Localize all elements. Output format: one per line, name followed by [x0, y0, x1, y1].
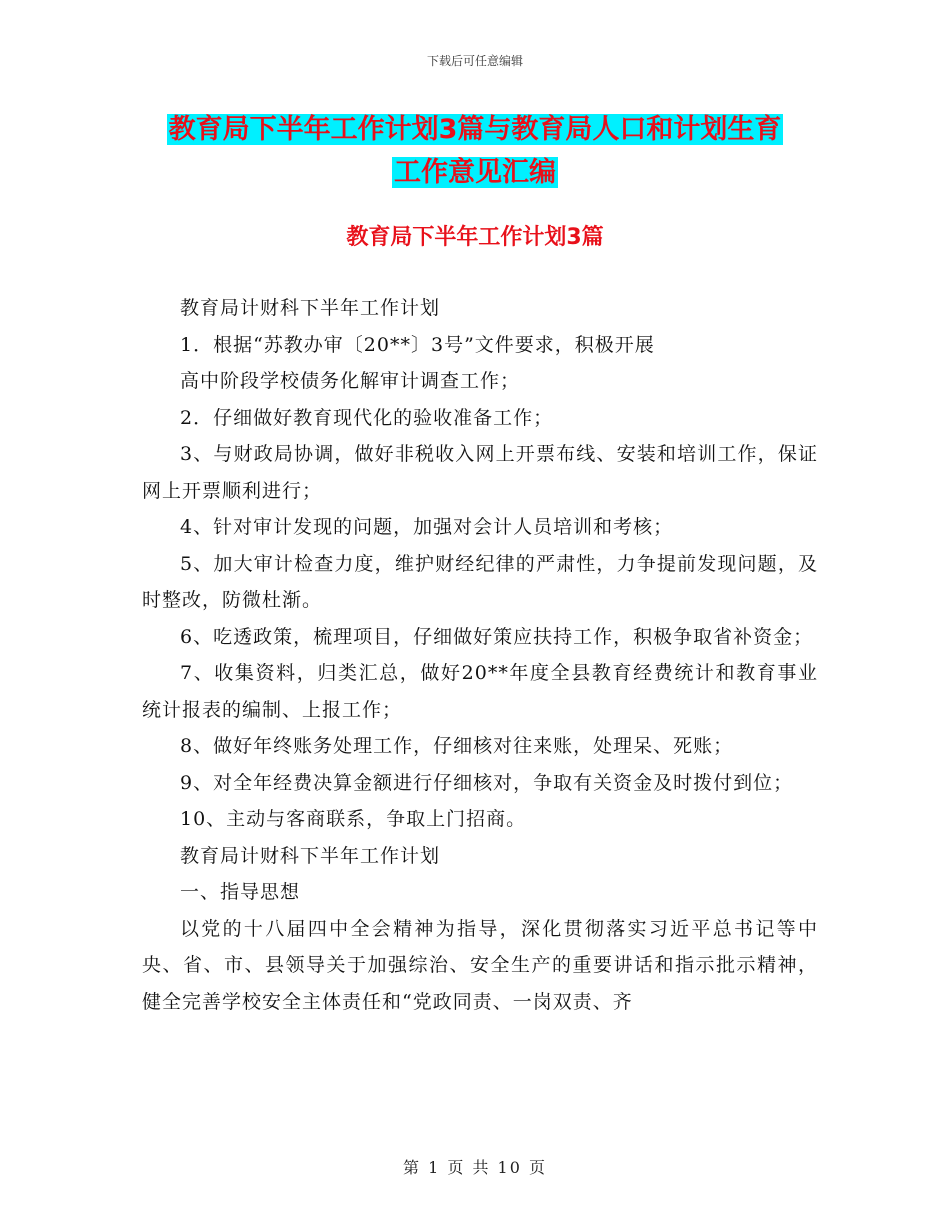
paragraph: 以党的十八届四中全会精神为指导，深化贯彻落实习近平总书记等中央、省、市、县领导关于加强综治、安全生产的重要讲话和指示批示精神，健全完善学校安全主体责任和“党政同责、一岗双责、齐	[142, 917, 818, 1013]
document-title-text-2: 工作意见汇编	[394, 157, 556, 188]
paragraph: 3、与财政局协调，做好非税收入网上开票布线、安装和培训工作，保证网上开票顺利进行；	[142, 443, 818, 502]
section-title: 教育局下半年工作计划3篇	[346, 225, 604, 250]
paragraph: 6、吃透政策，梳理项目，仔细做好策应扶持工作，积极争取省补资金；	[180, 625, 814, 648]
paragraph: 教育局计财科下半年工作计划	[180, 844, 441, 867]
paragraph: 5、加大审计检查力度，维护财经纪律的严肃性，力争提前发现问题，及时整改，防微杜渐。	[142, 552, 818, 611]
document-title-line-1	[0, 112, 950, 148]
document-title-text-1: 教育局下半年工作计划3篇与教育局人口和计划生育	[168, 114, 782, 145]
paragraph: 4、针对审计发现的问题，加强对会计人员培训和考核；	[180, 516, 674, 538]
page-number-footer: 第 1 页 共 10 页	[403, 1158, 547, 1177]
paragraph: 8、做好年终账务处理工作，仔细核对往来账，处理呆、死账；	[180, 735, 734, 757]
paragraph: 2．仔细做好教育现代化的验收准备工作；	[180, 406, 554, 429]
paragraph: 1．根据“苏教办审〔20**〕3号”文件要求，积极开展	[180, 333, 655, 356]
document-body	[142, 290, 818, 1020]
paragraph: 教育局计财科下半年工作计划	[180, 297, 441, 319]
paragraph: 高中阶段学校债务化解审计调查工作；	[180, 370, 521, 392]
paragraph: 一、指导思想	[180, 881, 301, 903]
paragraph: 10、主动与客商联系，争取上门招商。	[180, 808, 527, 830]
header-note: 下载后可任意编辑	[426, 54, 523, 68]
document-title-line-2	[0, 155, 950, 191]
paragraph: 9、对全年经费决算金额进行仔细核对，争取有关资金及时拨付到位；	[180, 771, 794, 794]
paragraph: 7、收集资料，归类汇总，做好20**年度全县教育经费统计和教育事业统计报表的编制、上报工作；	[142, 662, 818, 721]
